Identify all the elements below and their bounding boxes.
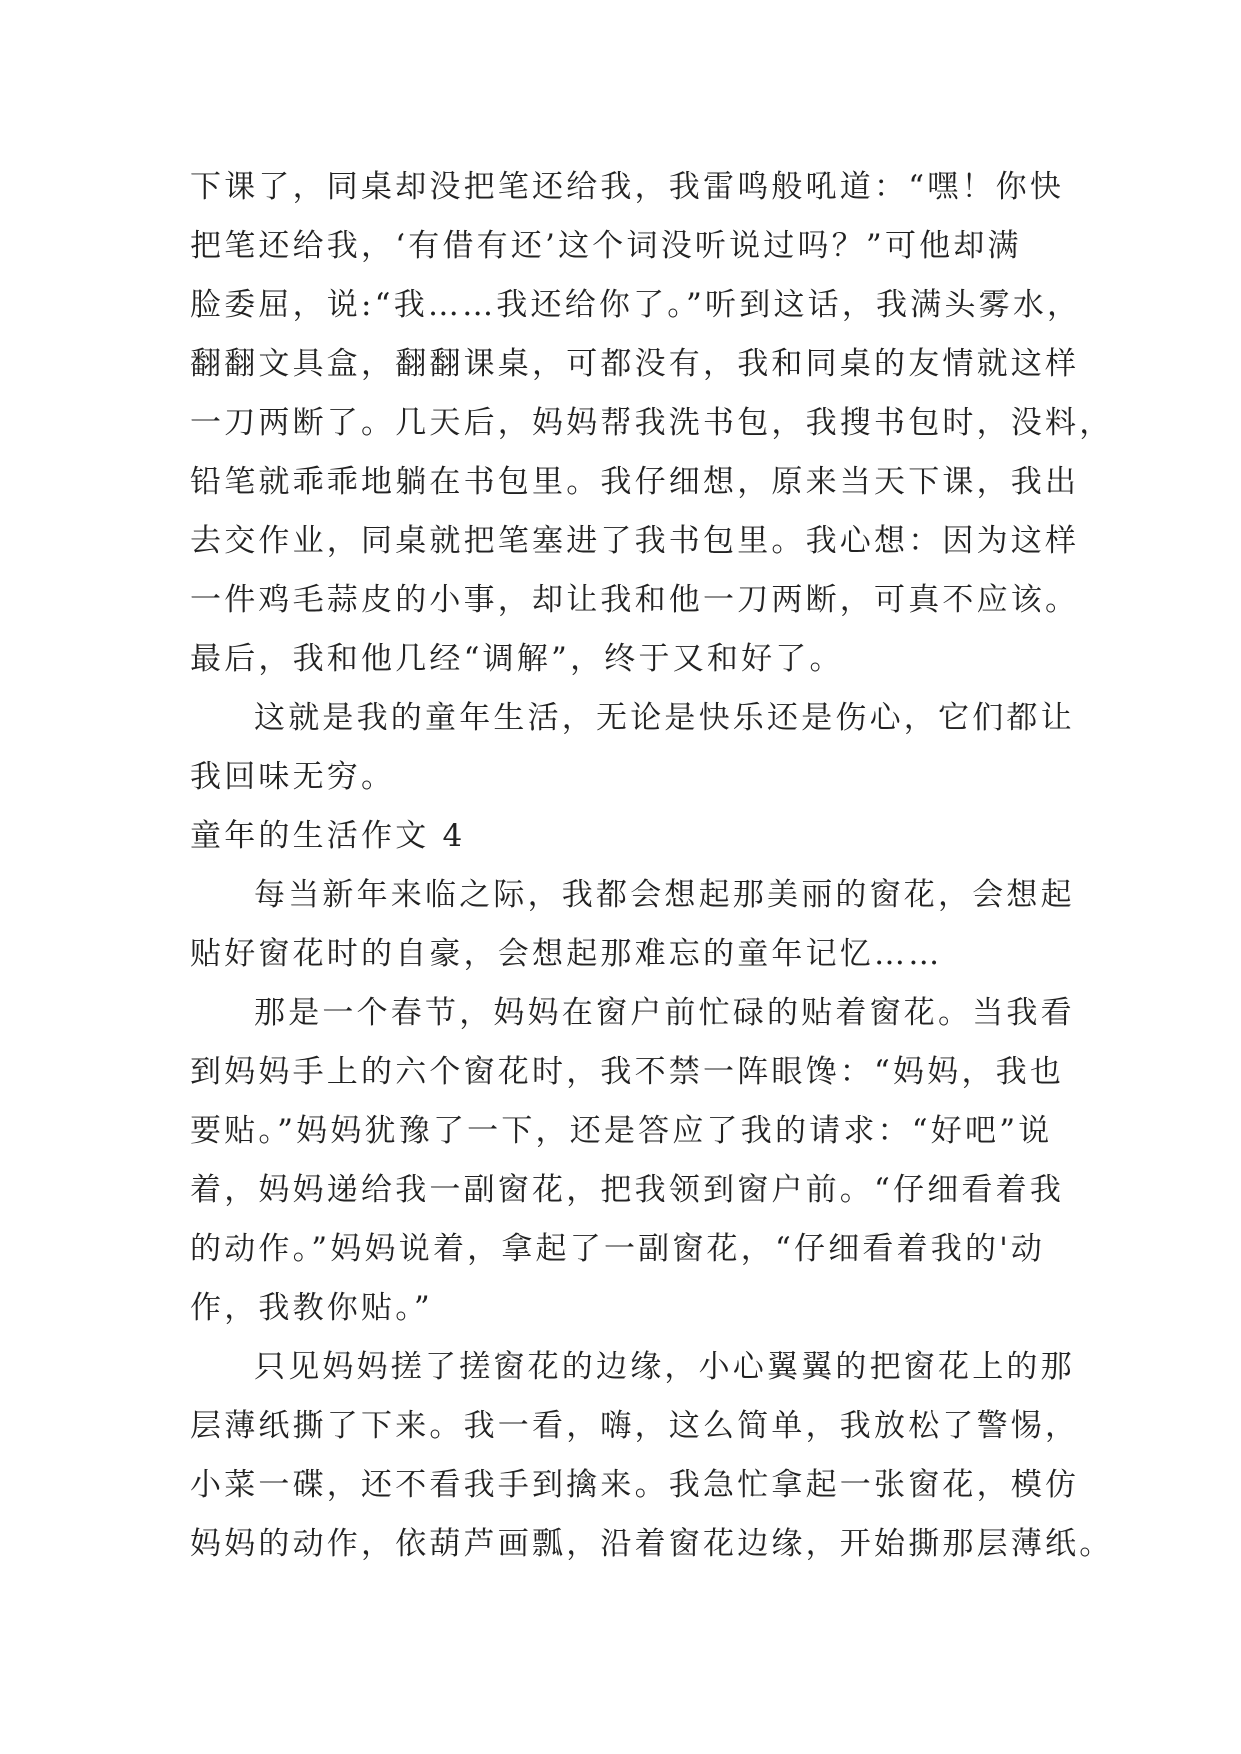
body-text <box>190 158 1114 1574</box>
paragraph-start-line: 那是一个春节，妈妈在窗户前忙碌的贴着窗花。当我看 <box>254 995 1075 1031</box>
text-line: 翻翻文具盒，翻翻课桌，可都没有，我和同桌的友情就这样 <box>190 346 1080 382</box>
text-line: 我回味无穷。 <box>190 759 396 795</box>
paragraph-start-line: 这就是我的童年生活，无论是快乐还是伤心，它们都让 <box>254 700 1075 736</box>
text-line: 到妈妈手上的六个窗花时，我不禁一阵眼馋：“妈妈，我也 <box>190 1054 1065 1090</box>
text-line: 下课了，同桌却没把笔还给我，我雷鸣般吼道：“嘿！你快 <box>190 169 1065 205</box>
section-heading: 童年的生活作文 4 <box>190 818 466 854</box>
text-line: 脸委屈，说:“我……我还给你了。”听到这话，我满头雾水， <box>190 287 1082 323</box>
text-line: 妈妈的动作，依葫芦画瓢，沿着窗花边缘，开始撕那层薄纸。 <box>190 1526 1114 1562</box>
text-line: 一件鸡毛蒜皮的小事，却让我和他一刀两断，可真不应该。 <box>190 582 1080 618</box>
text-line: 去交作业，同桌就把笔塞进了我书包里。我心想：因为这样 <box>190 523 1080 559</box>
text-line: 贴好窗花时的自豪，会想起那难忘的童年记忆…… <box>190 936 943 972</box>
paragraph-start-line: 每当新年来临之际，我都会想起那美丽的窗花，会想起 <box>254 877 1075 913</box>
paragraph-start-line: 只见妈妈搓了搓窗花的边缘，小心翼翼的把窗花上的那 <box>254 1349 1075 1385</box>
text-line: 把笔还给我，‘有借有还’这个词没听说过吗？”可他却满 <box>190 228 1022 264</box>
text-line: 的动作。”妈妈说着，拿起了一副窗花，“仔细看着我的'动 <box>190 1231 1046 1267</box>
text-line: 要贴。”妈妈犹豫了一下，还是答应了我的请求：“好吧”说 <box>190 1113 1053 1149</box>
text-line: 铅笔就乖乖地躺在书包里。我仔细想，原来当天下课，我出 <box>190 464 1080 500</box>
text-line: 最后，我和他几经“调解”，终于又和好了。 <box>190 641 844 677</box>
text-line: 一刀两断了。几天后，妈妈帮我洗书包，我搜书包时，没料， <box>190 405 1114 441</box>
text-line: 着，妈妈递给我一副窗花，把我领到窗户前。“仔细看着我 <box>190 1172 1065 1208</box>
text-line: 层薄纸撕了下来。我一看，嗨，这么简单，我放松了警惕， <box>190 1408 1080 1444</box>
text-line: 作，我教你贴。” <box>190 1290 433 1326</box>
text-line: 小菜一碟，还不看我手到擒来。我急忙拿起一张窗花，模仿 <box>190 1467 1080 1503</box>
